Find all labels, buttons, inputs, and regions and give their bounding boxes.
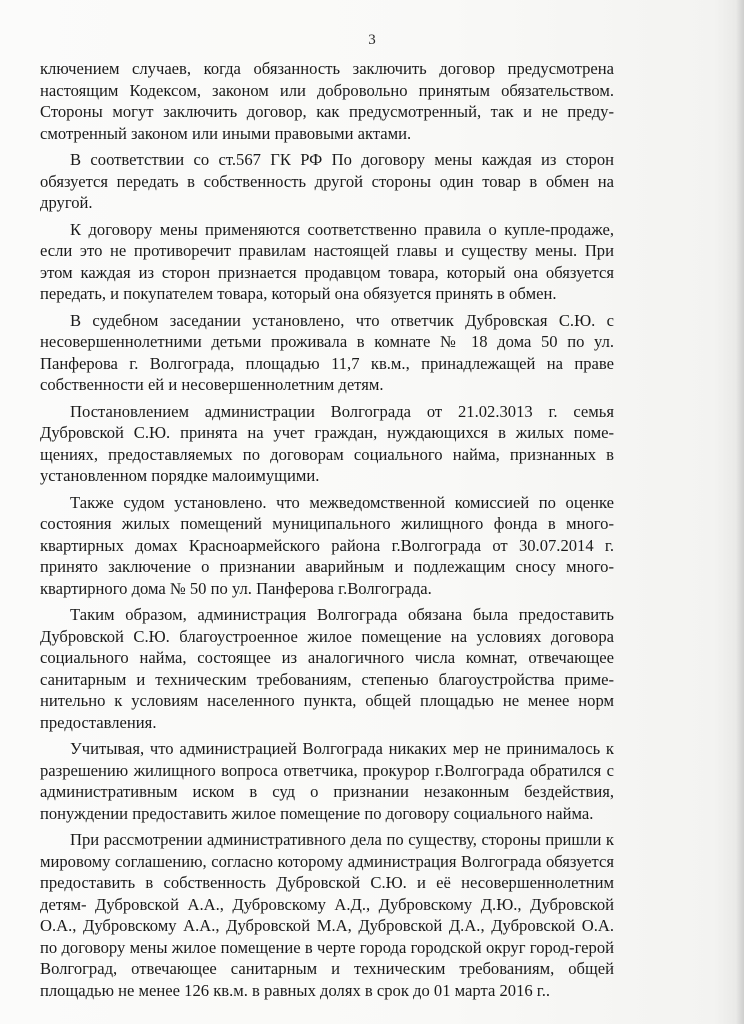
paragraph: В судебном заседании установлено, что ответчик Дубровская С.Ю. с несовершеннолетними детьми проживала в комнате № 18 дома 50 по ул. Панферова г. Волгограда, площадью 11,7 кв.м., принадлежащей на праве собственности ей и несовершеннолетним детям. <box>40 310 614 394</box>
paragraph: К договору мены применяются соответственно правила о купле-продаже, если это не противоречит правилам настоящей главы и существу мены. При этом каждая из сторон признается продавцом товара, который она обязуется передать, и покупателем товара, который она обязуется принять в обмен. <box>40 219 614 303</box>
paragraph: Постановлением администрации Волгограда от 21.02.3013 г. семья Дубровской С.Ю. принята на учет граждан, нуждающихся в жилых помещениях, предоставляемых по договорам социального найма, признанных в установленном порядке малоимущими. <box>40 401 614 485</box>
paragraph: ключением случаев, когда обязанность заключить договор предусмотрена настоящим Кодексом, законом или добровольно принятым обязательством. Стороны могут заключить договор, как предусмотренный, так и не предусмотренный законом или иными правовыми актами. <box>40 59 614 143</box>
paragraph: Учитывая, что администрацией Волгограда никаких мер не принималось к разрешению жилищного вопроса ответчика, прокурор г.Волгограда обратился с административным иском в суд о признании незаконным бездействия, понуждении предоставить жилое помещение по договору социального найма. <box>40 739 614 823</box>
paragraph: Таким образом, администрация Волгограда обязана была предоставить Дубровской С.Ю. благоустроенное жилое помещение на условиях договора социального найма, состоящее из аналогичного числа комнат, отвечающее санитарным и техническим требованиям, степенью благоустройства применительно к условиям населенного пункта, общей площадью не менее норм предоставления. <box>40 605 614 732</box>
document-body <box>40 58 614 1006</box>
page-number: 3 <box>368 32 376 48</box>
paragraph: Также судом установлено. что межведомственной комиссией по оценке состояния жилых помещений муниципального жилищного фонда в многоквартирных домах Красноармейского района г.Волгограда от 30.07.2014 г. принято заключение о признании аварийным и подлежащим сносу многоквартирного дома № 50 по ул. Панферова г.Волгограда. <box>40 492 614 598</box>
page-edge-shadow <box>736 0 744 1024</box>
paragraph: При рассмотрении административного дела по существу, стороны пришли к мировому соглашению, согласно которому администрация Волгограда обязуется предоставить в собственность Дубровской С.Ю. и её несовершеннолетним детям- Дубровской А.А., Дубровскому А.Д., Дубровскому Д.Ю., Дубровской О.А., Дубровскому А.А., Дубровской М.А, Дубровской Д.А., Дубровской О.А. по договору мены жилое помещение в черте города городской округ город-герой Волгоград, отвечающее санитарным и техническим требованиям, общей площадью не менее 126 кв.м. в равных долях в срок до 01 марта 2016 г.. <box>40 830 614 1000</box>
paragraph: В соответствии со ст.567 ГК РФ По договору мены каждая из сторон обязуется передать в собственность другой стороны один товар в обмен на другой. <box>40 150 614 212</box>
